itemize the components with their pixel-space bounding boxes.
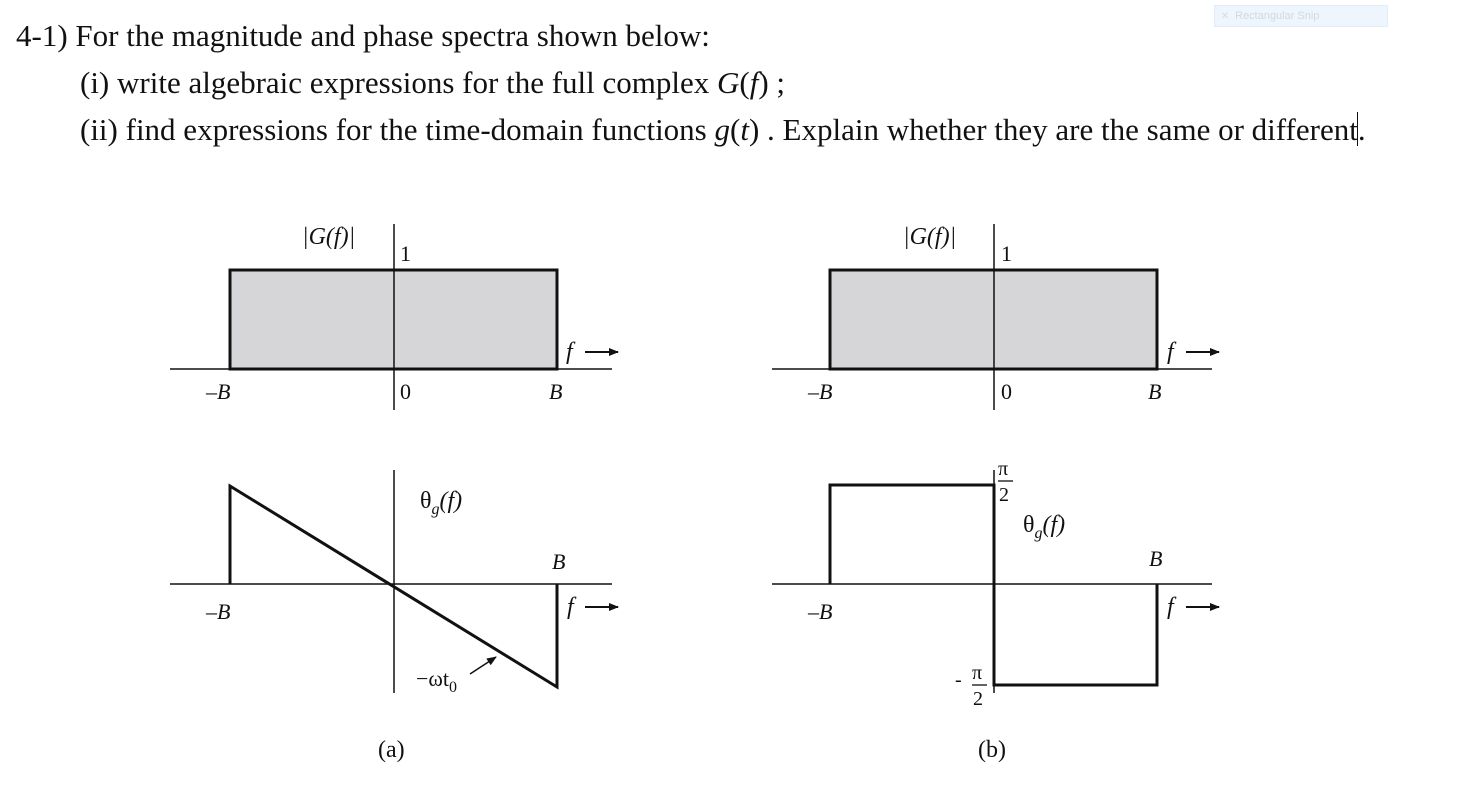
origin-label-b: 0 — [1001, 379, 1012, 404]
theta-label-a: $\theta_g(f)$ — [420, 488, 463, 518]
pi-bottom-sign: - — [955, 669, 962, 691]
b-label-a-mag: B — [549, 379, 563, 404]
part-ii-g: g — [714, 112, 731, 147]
f-label-b-phase: f — [1167, 594, 1174, 620]
close-icon[interactable]: ✕ — [1220, 10, 1230, 22]
part-ii-text: (ii) find expressions for the time-domain functions — [80, 112, 715, 147]
pi-top-numerator: π — [998, 458, 1009, 480]
theta-label-b: $\theta_g(f)$ — [1023, 512, 1066, 542]
pi-over-2-bottom — [955, 662, 987, 710]
neg-b-label-b-phase: –B — [808, 599, 833, 624]
part-ii-period: . — [1357, 112, 1366, 147]
b-label-a-phase: B — [552, 549, 566, 574]
origin-label-a: 0 — [400, 379, 411, 404]
magnitude-plot-b — [772, 224, 1219, 410]
pi-bottom-numerator: π — [972, 662, 983, 684]
magnitude-label-a: |G(f)| — [302, 224, 356, 250]
figure-a — [170, 224, 618, 763]
caption-a: (a) — [378, 737, 405, 763]
problem-title: 4-1) For the magnitude and phase spectra shown below: — [16, 18, 710, 53]
part-i-paren-open: ( — [739, 65, 750, 100]
neg-b-label-a-phase: –B — [206, 599, 231, 624]
slope-label-a: $-\omega t_0$ — [416, 666, 457, 696]
phase-line-b — [830, 485, 1157, 685]
f-label-b-mag: f — [1167, 339, 1174, 365]
magnitude-label-b: |G(f)| — [903, 224, 957, 250]
pi-top-denominator: 2 — [999, 484, 1009, 506]
part-ii-end: ) . Explain whether they are the same or different — [748, 112, 1358, 147]
peak-label-b: 1 — [1001, 241, 1012, 266]
figure-b — [772, 224, 1219, 763]
part-i-end: ) ; — [758, 65, 786, 100]
f-label-a-mag: f — [566, 339, 573, 365]
peak-label-a: 1 — [400, 241, 411, 266]
part-i-G: G — [717, 65, 740, 100]
pi-over-2-top — [998, 458, 1013, 506]
neg-b-label-b-mag: –B — [808, 379, 833, 404]
b-label-b-mag: B — [1148, 379, 1162, 404]
snip-tool-label: Rectangular Snip — [1235, 10, 1320, 22]
magnitude-plot-a — [170, 224, 618, 410]
pi-bottom-denominator: 2 — [973, 688, 983, 710]
f-label-a-phase: f — [567, 594, 574, 620]
part-i-f: f — [749, 65, 759, 100]
caption-b: (b) — [978, 737, 1006, 763]
part-ii-paren-open: ( — [730, 112, 741, 147]
part-i-text: (i) write algebraic expressions for the full complex — [80, 65, 717, 100]
slope-pointer-icon — [470, 657, 496, 674]
part-ii-t: t — [740, 112, 749, 147]
neg-b-label-a-mag: –B — [206, 379, 231, 404]
phase-plot-b — [772, 458, 1219, 710]
phase-plot-a — [170, 470, 618, 696]
b-label-b-phase: B — [1149, 546, 1163, 571]
